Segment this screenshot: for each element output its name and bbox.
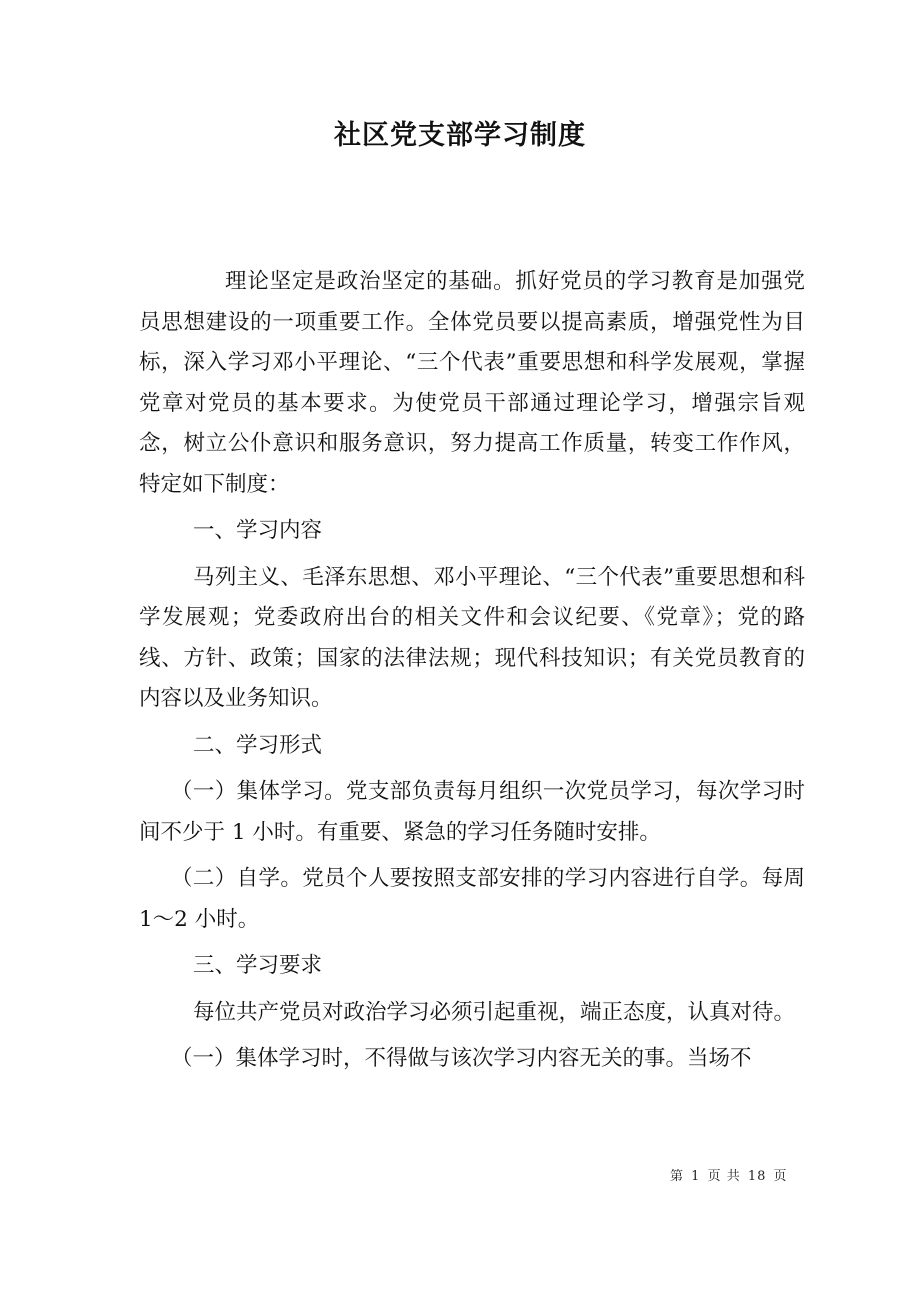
footer-current-page: 1 — [691, 1169, 701, 1184]
requirements-item-1: （一）集体学习时，不得做与该次学习内容无关的事。当场不 — [171, 1046, 752, 1071]
footer-suffix: 页 — [773, 1169, 788, 1184]
form-paragraph-self-study: （二）自学。党员个人要按照支部安排的学习内容进行自学。每周 1～2 小时。 — [139, 866, 805, 932]
section-heading-form: 二、学习形式 — [193, 732, 323, 758]
document-body — [139, 262, 805, 1080]
section-heading-requirements: 三、学习要求 — [193, 953, 323, 978]
footer-middle: 页 共 — [707, 1169, 741, 1184]
form-paragraph-collective: （一）集体学习。党支部负责每月组织一次党员学习，每次学习时间不少于 1 小时。有重要、紧急的学习任务随时安排。 — [139, 779, 805, 845]
document-title: 社区党支部学习制度 — [334, 120, 586, 151]
content-paragraph: 马列主义、毛泽东思想、邓小平理论、“三个代表”重要思想和科学发展观；党委政府出台的相关文件和会议纪要、《党章》；党的路线、方针、政策；国家的法律法规；现代科技知识；有关党员教育的内容以及业务知识。 — [139, 564, 805, 711]
page-footer — [669, 1165, 789, 1184]
section-heading-content: 一、学习内容 — [193, 518, 323, 543]
footer-total-pages: 18 — [747, 1169, 767, 1184]
requirements-paragraph: 每位共产党员对政治学习必须引起重视，端正态度，认真对待。 — [193, 999, 796, 1025]
intro-paragraph: 理论坚定是政治坚定的基础。抓好党员的学习教育是加强党员思想建设的一项重要工作。全体党员要以提高素质，增强党性为目标，深入学习邓小平理论、“三个代表”重要思想和科学发展观，掌握党章对党员的基本要求。为使党员干部通过理论学习，增强宗旨观念，树立公仆意识和服务意识，努力提高工作质量，转变工作作风，特定如下制度： — [139, 269, 805, 497]
footer-prefix: 第 — [670, 1169, 685, 1184]
